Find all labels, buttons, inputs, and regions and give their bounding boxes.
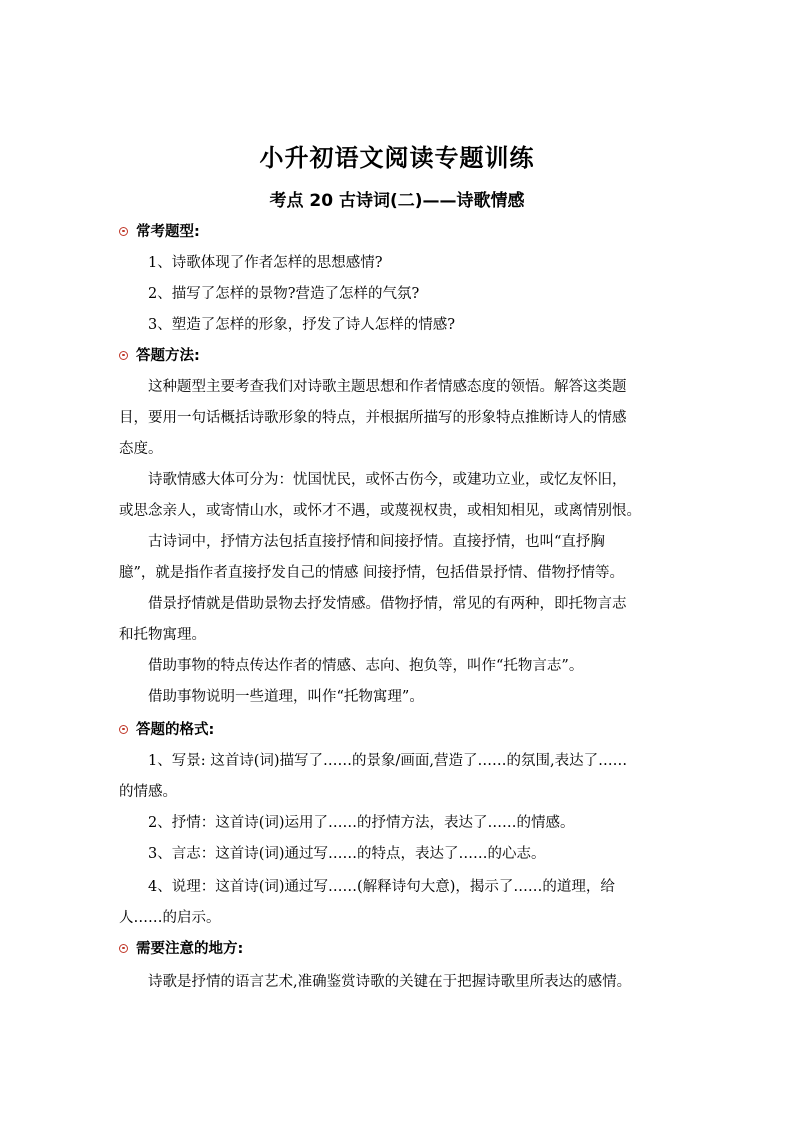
paragraph-line: 人……的启示。 [119, 910, 221, 926]
paragraph-line: 诗歌情感大体可分为：忧国忧民，或怀古伤今，或建功立业，或忆友怀旧， [148, 472, 627, 488]
paragraph-line: 和托物寓理。 [119, 627, 206, 643]
paragraph-line: 或思念亲人，或寄情山水，或怀才不遇，或蔑视权贵，或相知相见，或离情别恨。 [119, 503, 641, 519]
section-heading-label: 常考题型: [136, 224, 200, 240]
section-heading-label: 答题方法: [136, 348, 200, 364]
paragraph-line: 臆”，就是指作者直接抒发自己的情感 间接抒情，包括借景抒情、借物抒情等。 [119, 565, 625, 581]
paragraph-line: 借助事物说明一些道理，叫作“托物寓理”。 [148, 689, 424, 705]
bullet-icon [119, 725, 128, 734]
paragraph-line: 借景抒情就是借助景物去抒发情感。借物抒情，常见的有两种，即托物言志 [148, 596, 627, 612]
paragraph-line: 1、写景: 这首诗(词)描写了……的景象/画面,营造了……的氛围,表达了…… [148, 753, 628, 769]
list-item: 1、诗歌体现了作者怎样的思想感情? [148, 255, 383, 271]
bullet-icon [119, 227, 128, 236]
paragraph-line: 借助事物的特点传达作者的情感、志向、抱负等，叫作“托物言志”。 [148, 658, 584, 674]
paragraph-line: 3、言志：这首诗(词)通过写……的特点，表达了……的心志。 [148, 846, 546, 862]
bullet-icon [119, 944, 128, 953]
paragraph-line: 诗歌是抒情的语言艺术,准确鉴赏诗歌的关键在于把握诗歌里所表达的感情。 [148, 974, 632, 990]
paragraph-line: 这种题型主要考查我们对诗歌主题思想和作者情感态度的领悟。解答这类题 [148, 379, 627, 395]
section-heading-label: 需要注意的地方: [136, 941, 244, 957]
bullet-icon [119, 351, 128, 360]
section-heading-notes [119, 934, 243, 965]
document-title: 小升初语文阅读专题训练 [259, 144, 535, 172]
list-item: 2、描写了怎样的景物?营造了怎样的气氛? [148, 286, 420, 302]
paragraph-line: 2、抒情：这首诗(词)运用了……的抒情方法，表达了……的情感。 [148, 815, 575, 831]
list-item: 3、塑造了怎样的形象，抒发了诗人怎样的情感? [148, 317, 455, 333]
section-heading-format [119, 715, 214, 746]
document-subtitle: 考点 20 古诗词(二)——诗歌情感 [269, 191, 525, 211]
paragraph-line: 的情感。 [119, 784, 177, 800]
section-heading-method [119, 341, 200, 372]
section-heading-label: 答题的格式: [136, 722, 215, 738]
section-heading-common-types [119, 217, 200, 248]
paragraph-line: 古诗词中，抒情方法包括直接抒情和间接抒情。直接抒情，也叫“直抒胸 [148, 534, 605, 550]
paragraph-line: 态度。 [119, 441, 163, 457]
paragraph-line: 目，要用一句话概括诗歌形象的特点，并根据所描写的形象特点推断诗人的情感 [119, 410, 627, 426]
paragraph-line: 4、说理：这首诗(词)通过写……(解释诗句大意)，揭示了……的道理，给 [148, 879, 615, 895]
